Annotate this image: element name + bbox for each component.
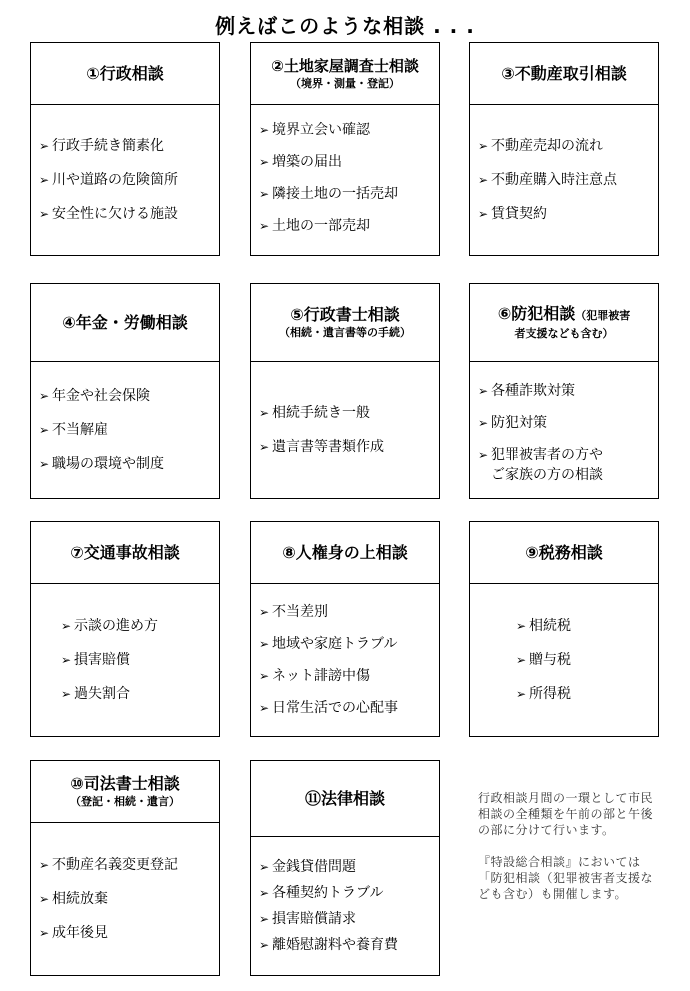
list-item: ➢ 贈与税: [516, 652, 571, 668]
box-body: [251, 362, 439, 498]
box-body: [31, 823, 219, 975]
box-title: ②土地家屋調査士相談: [271, 56, 419, 75]
consult-box-jinken: [250, 521, 440, 737]
arrow-bullet-icon: ➢: [478, 139, 489, 153]
arrow-bullet-icon: ➢: [478, 448, 489, 462]
list-item: ➢ ネット誹謗中傷: [259, 668, 370, 684]
box-header: [470, 522, 658, 584]
box-header: [470, 43, 658, 105]
box-title: ④年金・労働相談: [62, 312, 188, 332]
arrow-bullet-icon: ➢: [259, 912, 270, 926]
box-title: ⑪法律相談: [304, 788, 385, 808]
arrow-bullet-icon: ➢: [259, 701, 270, 715]
arrow-bullet-icon: ➢: [259, 123, 270, 137]
consult-box-gyosei-shoshi: [250, 283, 440, 499]
list-item: ➢ 隣接土地の一括売却: [259, 186, 398, 202]
list-item: ➢ 成年後見: [39, 925, 108, 941]
arrow-bullet-icon: ➢: [259, 605, 270, 619]
arrow-bullet-icon: ➢: [516, 687, 527, 701]
list-item: ➢ 相続放棄: [39, 891, 108, 907]
arrow-bullet-icon: ➢: [259, 938, 270, 952]
arrow-bullet-icon: ➢: [39, 207, 50, 221]
info-note: [478, 790, 664, 918]
box-body: [251, 837, 439, 975]
list-item: ➢ 境界立会い確認: [259, 122, 370, 138]
arrow-bullet-icon: ➢: [259, 440, 270, 454]
consult-box-nenkin-rodo: [30, 283, 220, 499]
box-body: [470, 362, 658, 498]
consult-box-tochi-kaoku: [250, 42, 440, 256]
list-item: ➢ 職場の環境や制度: [39, 456, 164, 472]
list-item: ➢ 不動産購入時注意点: [478, 172, 617, 188]
box-subtitle: （相続・遺言書等の手続）: [279, 325, 411, 339]
page-title: 例えばこのような相談 . . .: [215, 14, 475, 38]
consult-box-gyosei: [30, 42, 220, 256]
list-item: ➢ 不動産名義変更登記: [39, 857, 178, 873]
arrow-bullet-icon: ➢: [61, 619, 72, 633]
arrow-bullet-icon: ➢: [259, 406, 270, 420]
list-item: ➢ 年金や社会保険: [39, 388, 150, 404]
arrow-bullet-icon: ➢: [478, 207, 489, 221]
arrow-bullet-icon: ➢: [259, 669, 270, 683]
list-item: ➢ 所得税: [516, 686, 571, 702]
box-title: ①行政相談: [86, 63, 164, 83]
arrow-bullet-icon: ➢: [516, 619, 527, 633]
list-item: ➢ 金銭貸借問題: [259, 859, 356, 875]
note-paragraph-2: 『特設総合相談』においては「防犯相談（犯罪被害者支援なども含む）も開催します。: [478, 855, 654, 901]
arrow-bullet-icon: ➢: [259, 187, 270, 201]
box-header: [251, 284, 439, 362]
arrow-bullet-icon: ➢: [259, 219, 270, 233]
list-item: ➢ 相続税: [516, 618, 571, 634]
list-item: ➢ 各種詐欺対策: [478, 383, 575, 399]
arrow-bullet-icon: ➢: [39, 389, 50, 403]
consult-box-horitsu: [250, 760, 440, 976]
box-subtitle: （境界・測量・登記）: [290, 76, 400, 90]
list-item: ➢ 行政手続き簡素化: [39, 138, 164, 154]
arrow-bullet-icon: ➢: [39, 173, 50, 187]
box-header: [251, 761, 439, 837]
list-item: ➢ 防犯対策: [478, 415, 547, 431]
arrow-bullet-icon: ➢: [61, 653, 72, 667]
box-title: ③不動産取引相談: [501, 63, 627, 83]
list-item: ➢ 賃貸契約: [478, 206, 547, 222]
box-title: ⑨税務相談: [525, 542, 603, 562]
list-item: ➢ 犯罪被害者の方や: [478, 447, 603, 463]
box-header: [31, 284, 219, 362]
list-item: ➢ 土地の一部売却: [259, 218, 370, 234]
arrow-bullet-icon: ➢: [39, 926, 50, 940]
arrow-bullet-icon: ➢: [259, 155, 270, 169]
list-item: ➢ 日常生活での心配事: [259, 700, 398, 716]
arrow-bullet-icon: ➢: [259, 637, 270, 651]
box-title: ⑥防犯相談（犯罪被害: [497, 303, 631, 323]
box-header: [31, 761, 219, 823]
box-title: ⑩司法書士相談: [70, 773, 180, 793]
box-body: [470, 105, 658, 255]
list-item: ➢ 遺言書等書類作成: [259, 439, 384, 455]
box-title: ⑦交通事故相談: [70, 542, 180, 562]
box-title: ⑤行政書士相談: [290, 304, 400, 324]
list-item: ➢ 不当差別: [259, 604, 328, 620]
box-body: [251, 105, 439, 255]
box-body: [31, 362, 219, 498]
box-header: [31, 43, 219, 105]
consult-box-bohan: [469, 283, 659, 499]
arrow-bullet-icon: ➢: [478, 173, 489, 187]
arrow-bullet-icon: ➢: [39, 457, 50, 471]
list-item-continued: ご家族の方の相談: [491, 467, 603, 483]
list-item: ➢ 川や道路の危険箇所: [39, 172, 178, 188]
list-item: ➢ 相続手続き一般: [259, 405, 370, 421]
consult-box-shiho-shoshi: [30, 760, 220, 976]
arrow-bullet-icon: ➢: [39, 423, 50, 437]
arrow-bullet-icon: ➢: [259, 886, 270, 900]
box-subtitle: 者支援なども含む）: [514, 326, 614, 340]
list-item: ➢ 示談の進め方: [61, 618, 158, 634]
list-item: ➢ 損害賠償: [61, 652, 130, 668]
arrow-bullet-icon: ➢: [478, 384, 489, 398]
arrow-bullet-icon: ➢: [39, 858, 50, 872]
list-item: ➢ 不動産売却の流れ: [478, 138, 603, 154]
arrow-bullet-icon: ➢: [516, 653, 527, 667]
list-item: ➢ 損害賠償請求: [259, 911, 356, 927]
list-item: ➢ 各種契約トラブル: [259, 885, 384, 901]
box-header: [31, 522, 219, 584]
arrow-bullet-icon: ➢: [478, 416, 489, 430]
list-item: ➢ 地域や家庭トラブル: [259, 636, 398, 652]
box-body: [251, 584, 439, 736]
list-item: ➢ 安全性に欠ける施設: [39, 206, 178, 222]
consult-box-kotsu-jiko: [30, 521, 220, 737]
arrow-bullet-icon: ➢: [259, 860, 270, 874]
box-body: [31, 105, 219, 255]
arrow-bullet-icon: ➢: [61, 687, 72, 701]
box-title: ⑧人権身の上相談: [282, 542, 408, 562]
box-body: [31, 584, 219, 736]
consult-box-fudosan: [469, 42, 659, 256]
box-body: [470, 584, 658, 736]
list-item: ➢ 不当解雇: [39, 422, 108, 438]
list-item: ➢ 過失割合: [61, 686, 130, 702]
list-item: ➢ 離婚慰謝料や養育費: [259, 937, 398, 953]
arrow-bullet-icon: ➢: [39, 892, 50, 906]
list-item: ➢ 増築の届出: [259, 154, 342, 170]
arrow-bullet-icon: ➢: [39, 139, 50, 153]
note-paragraph-1: 行政相談月間の一環として市民相談の全種類を午前の部と午後の部に分けて行います。: [478, 791, 654, 837]
consult-box-zeimu: [469, 521, 659, 737]
box-header: [470, 284, 658, 362]
box-subtitle: （登記・相続・遺言）: [70, 794, 180, 808]
box-header: [251, 43, 439, 105]
box-header: [251, 522, 439, 584]
